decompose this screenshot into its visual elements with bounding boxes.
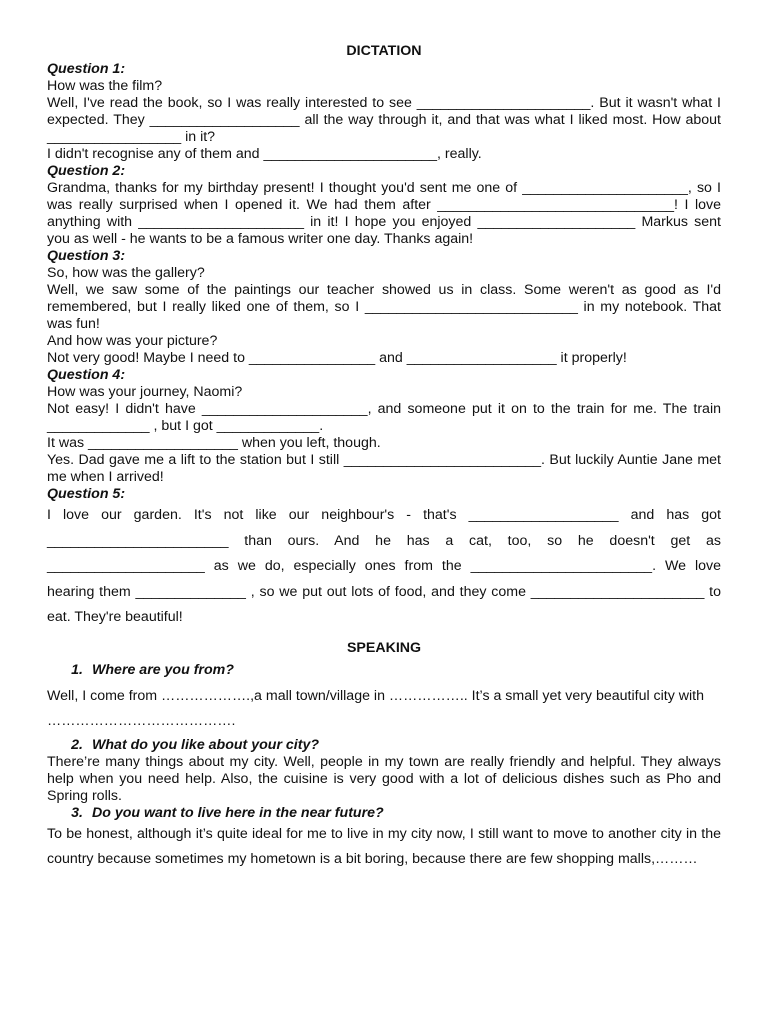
- speaking-answer-1: Well, I come from ……………….,a mall town/village in …………….. It’s a small yet very beautiful city with ………………………………….: [47, 687, 705, 729]
- question-3-line: Not very good! Maybe I need to ________________ and ___________________ it properly!: [47, 350, 627, 366]
- speaking-item-2: [47, 737, 721, 805]
- speaking-question-3: [47, 805, 721, 822]
- question-5-label: Question 5:: [47, 486, 126, 502]
- speaking-question-text: What do you like about your city?: [92, 736, 320, 753]
- speaking-question-number: 1.: [71, 661, 83, 678]
- question-3-label: Question 3:: [47, 248, 126, 264]
- question-4-line: Not easy! I didn't have _____________________, and someone put it on to the train for me. The train _____________ , but I got _____________.: [47, 401, 721, 434]
- question-3-line: And how was your picture?: [47, 333, 218, 349]
- question-4-label: Question 4:: [47, 367, 126, 383]
- dictation-title: DICTATION: [346, 43, 422, 59]
- question-2: [47, 163, 721, 248]
- speaking-answer-3: To be honest, although it’s quite ideal for me to live in my city now, I still want to move to another city in the country because sometimes my hometown is a bit boring, because there are few shopping malls,………: [47, 825, 721, 867]
- speaking-question-2: [47, 737, 721, 754]
- question-1-line: Well, I've read the book, so I was really interested to see ______________________. But it wasn't what I expected. They ___________________ all the way through it, and that was what I liked most. How about _________________ in it?: [47, 95, 721, 145]
- speaking-question-number: 3.: [71, 804, 83, 821]
- question-1-line: How was the film?: [47, 78, 163, 94]
- question-4: [47, 367, 721, 486]
- speaking-question-1: [47, 662, 721, 679]
- speaking-title: SPEAKING: [346, 639, 422, 656]
- question-3-line: So, how was the gallery?: [47, 265, 205, 281]
- question-4-line: How was your journey, Naomi?: [47, 384, 243, 400]
- question-5: [47, 486, 721, 631]
- worksheet-content: [47, 42, 721, 873]
- question-5-line: I love our garden. It's not like our neighbour's - that's ___________________ and has got _______________________ than ours. And he has a cat, too, so he doesn't get as ____________________ as we do, especially ones from the _______________________. We love hearing them ______________ , so we put out lots of food, and they come ______________________ to eat. They're beautiful!: [47, 507, 721, 625]
- question-2-line: Grandma, thanks for my birthday present! I thought you'd sent me one of _____________________, so I was really surprised when I opened it. We had them after ______________________________! I love anything with _____________________ in it! I hope you enjoyed ____________________ Markus sent you as well - he wants to be a famous writer one day. Thanks again!: [47, 180, 721, 247]
- speaking-question-text: Do you want to live here in the near future?: [92, 804, 384, 821]
- question-1: [47, 61, 721, 163]
- speaking-item-3: [47, 805, 721, 873]
- question-2-label: Question 2:: [47, 163, 126, 179]
- speaking-question-text: Where are you from?: [92, 661, 234, 678]
- speaking-question-number: 2.: [71, 736, 83, 753]
- speaking-answer-2: There’re many things about my city. Well, people in my town are really friendly and helpful. They always help when you need help. Also, the cuisine is very good with a lot of delicious dishes such as Pho and Spring rolls.: [47, 753, 721, 804]
- question-1-label: Question 1:: [47, 61, 126, 77]
- question-1-line: I didn't recognise any of them and ______________________, really.: [47, 146, 482, 162]
- question-4-line: Yes. Dad gave me a lift to the station but I still _________________________. But luckily Auntie Jane met me when I arrived!: [47, 452, 721, 485]
- question-3-line: Well, we saw some of the paintings our teacher showed us in class. Some weren't as good as I'd remembered, but I really liked one of them, so I ___________________________ in my notebook. That was fun!: [47, 282, 721, 332]
- question-4-line: It was ___________________ when you left, though.: [47, 435, 381, 451]
- question-3: [47, 248, 721, 367]
- speaking-item-1: [47, 662, 721, 735]
